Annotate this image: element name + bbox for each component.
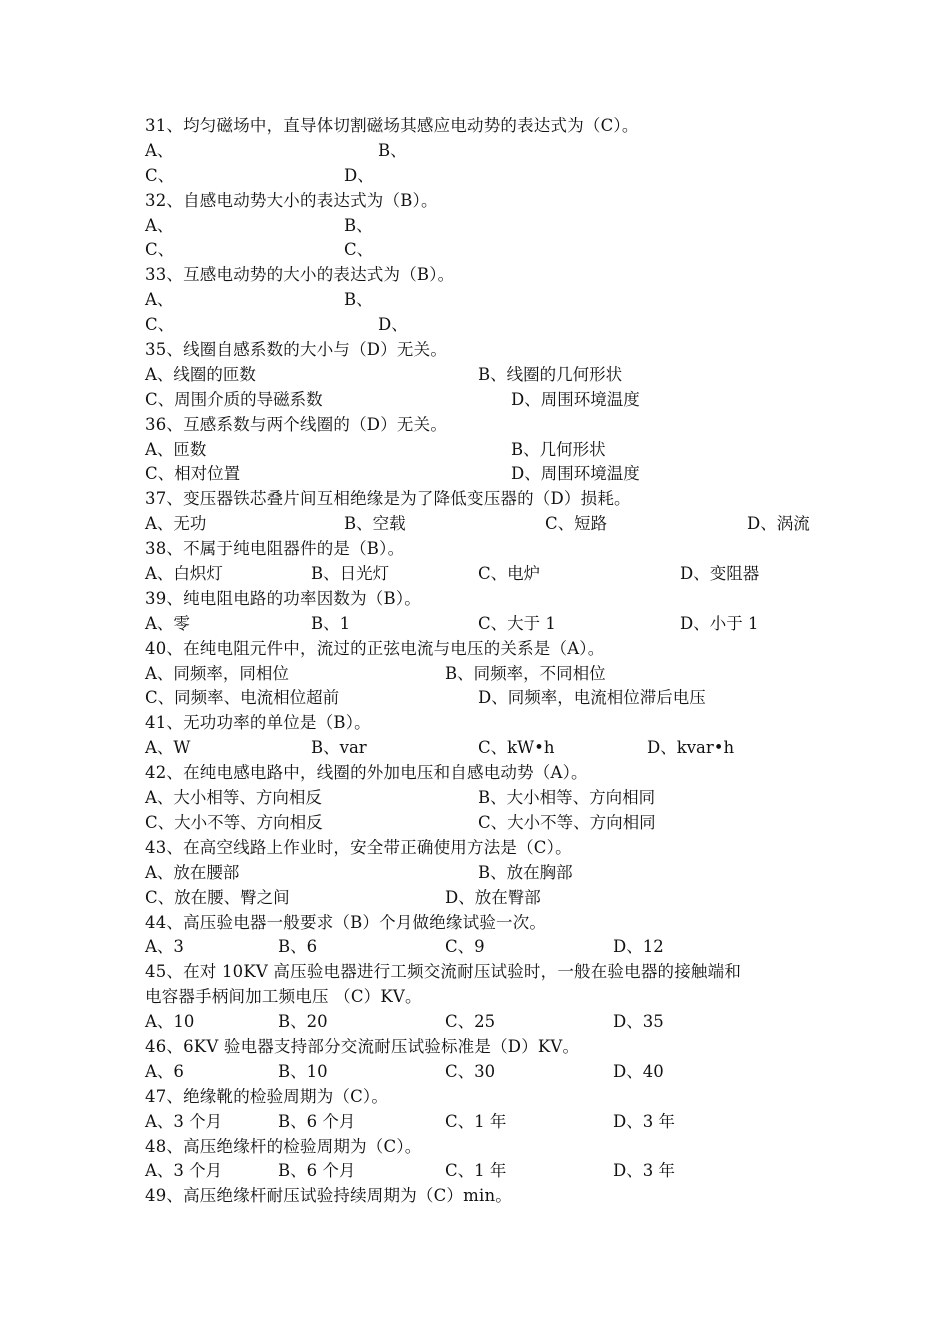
- option-text: B、6 个月: [278, 1161, 356, 1181]
- option-text: B、: [344, 290, 373, 310]
- option-text: D、变阻器: [680, 564, 760, 584]
- option-text: D、小于 1: [680, 613, 759, 633]
- option-text: C、1 年: [445, 1161, 507, 1181]
- options-row: [145, 512, 815, 537]
- option-text: C、大于 1: [478, 613, 556, 633]
- options-row: [145, 736, 815, 761]
- option-text: B、几何形状: [511, 439, 606, 459]
- option-text: A、白炽灯: [145, 564, 223, 584]
- option-text: B、20: [278, 1012, 328, 1032]
- option-text: C、短路: [545, 514, 608, 534]
- options-row: [145, 388, 815, 413]
- option-text: B、放在胸部: [478, 862, 573, 882]
- option-text: D、35: [613, 1012, 664, 1032]
- options-row: [145, 1060, 815, 1085]
- option-text: A、10: [145, 1012, 195, 1032]
- option-text: A、: [145, 140, 174, 160]
- option-text: B、线圈的几何形状: [478, 364, 623, 384]
- options-row: [145, 861, 815, 886]
- option-text: A、6: [145, 1061, 184, 1081]
- option-text: D、40: [613, 1061, 664, 1081]
- option-text: C、30: [445, 1061, 496, 1081]
- option-text: C、: [344, 240, 374, 260]
- option-text: D、周围环境温度: [511, 464, 640, 484]
- option-text: A、放在腰部: [145, 862, 240, 882]
- options-row: [145, 313, 815, 338]
- question-text: 33、互感电动势的大小的表达式为（B）。: [145, 265, 455, 285]
- options-row: [145, 1159, 815, 1184]
- option-text: A、: [145, 215, 174, 235]
- option-text: B、6: [278, 937, 318, 957]
- option-text: B、同频率，不同相位: [445, 663, 606, 683]
- option-text: A、W: [145, 738, 191, 758]
- option-text: B、1: [311, 613, 351, 633]
- option-text: A、3 个月: [145, 1161, 223, 1181]
- question-list: [145, 114, 815, 1209]
- option-text: C、周围介质的导磁系数: [145, 389, 323, 409]
- question-text: 40、在纯电阻元件中，流过的正弦电流与电压的关系是（A）。: [145, 638, 605, 658]
- option-text: D、3 年: [613, 1111, 675, 1131]
- option-text: C、9: [445, 937, 485, 957]
- options-row: [145, 562, 815, 587]
- question-text: 38、不属于纯电阻器件的是（B）。: [145, 539, 405, 559]
- option-text: A、匝数: [145, 439, 207, 459]
- option-text: C、kW•h: [478, 738, 555, 758]
- option-text: D、同频率，电流相位滞后电压: [478, 688, 706, 708]
- option-text: C、大小不等、方向相同: [478, 812, 656, 832]
- question-text: 32、自感电动势大小的表达式为（B）。: [145, 190, 438, 210]
- question-text: 电容器手柄间加工频电压 （C）KV。: [145, 987, 422, 1007]
- option-text: D、3 年: [613, 1161, 675, 1181]
- question-text: 48、高压绝缘杆的检验周期为（C）。: [145, 1136, 422, 1156]
- option-text: A、无功: [145, 514, 207, 534]
- option-text: C、25: [445, 1012, 496, 1032]
- option-text: D、12: [613, 937, 664, 957]
- question-text: 35、线圈自感系数的大小与（D）无关。: [145, 340, 448, 360]
- options-row: [145, 1110, 815, 1135]
- options-row: [145, 438, 815, 463]
- option-text: D、涡流: [747, 514, 810, 534]
- option-text: A、同频率，同相位: [145, 663, 289, 683]
- option-text: A、零: [145, 613, 190, 633]
- question-text: 42、在纯电感电路中，线圈的外加电压和自感电动势（A）。: [145, 763, 588, 783]
- options-row: [145, 238, 815, 263]
- option-text: D、kvar•h: [647, 738, 735, 758]
- question-text: 44、高压验电器一般要求（B）个月做绝缘试验一次。: [145, 912, 547, 932]
- option-text: B、var: [311, 738, 367, 758]
- option-text: C、电炉: [478, 564, 541, 584]
- option-text: C、1 年: [445, 1111, 507, 1131]
- question-text: 37、变压器铁芯叠片间互相绝缘是为了降低变压器的（D）损耗。: [145, 489, 631, 509]
- options-row: [145, 935, 815, 960]
- option-text: B、空载: [344, 514, 406, 534]
- question-text: 47、绝缘靴的检验周期为（C）。: [145, 1086, 389, 1106]
- options-row: [145, 139, 815, 164]
- option-text: B、: [344, 215, 373, 235]
- option-text: C、同频率、电流相位超前: [145, 688, 340, 708]
- options-row: [145, 686, 815, 711]
- option-text: C、: [145, 240, 175, 260]
- options-row: [145, 363, 815, 388]
- option-text: B、6 个月: [278, 1111, 356, 1131]
- question-text: 41、无功功率的单位是（B）。: [145, 713, 371, 733]
- option-text: D、放在臀部: [445, 887, 541, 907]
- options-row: [145, 214, 815, 239]
- question-text: 43、在高空线路上作业时，安全带正确使用方法是（C）。: [145, 837, 572, 857]
- options-row: [145, 811, 815, 836]
- options-row: [145, 886, 815, 911]
- option-text: D、: [344, 165, 374, 185]
- question-text: 45、在对 10KV 高压验电器进行工频交流耐压试验时，一般在验电器的接触端和: [145, 962, 742, 982]
- option-text: A、3: [145, 937, 184, 957]
- option-text: C、大小不等、方向相反: [145, 812, 323, 832]
- option-text: B、: [378, 140, 407, 160]
- option-text: C、: [145, 315, 175, 335]
- option-text: A、大小相等、方向相反: [145, 788, 322, 808]
- question-text: 31、均匀磁场中，直导体切割磁场其感应电动势的表达式为（C）。: [145, 116, 639, 135]
- options-row: [145, 288, 815, 313]
- option-text: B、日光灯: [311, 564, 390, 584]
- question-text: 36、互感系数与两个线圈的（D）无关。: [145, 414, 448, 434]
- options-row: [145, 612, 815, 637]
- option-text: C、相对位置: [145, 464, 241, 484]
- options-row: [145, 662, 815, 687]
- option-text: A、线圈的匝数: [145, 364, 256, 384]
- options-row: [145, 462, 815, 487]
- option-text: C、: [145, 165, 175, 185]
- question-text: 39、纯电阻电路的功率因数为（B）。: [145, 588, 421, 608]
- option-text: B、大小相等、方向相同: [478, 788, 656, 808]
- option-text: D、周围环境温度: [511, 389, 640, 409]
- option-text: A、3 个月: [145, 1111, 223, 1131]
- question-text: 49、高压绝缘杆耐压试验持续周期为（C）min。: [145, 1186, 512, 1206]
- option-text: A、: [145, 290, 174, 310]
- options-row: [145, 1010, 815, 1035]
- option-text: C、放在腰、臀之间: [145, 887, 290, 907]
- options-row: [145, 786, 815, 811]
- question-text: 46、6KV 验电器支持部分交流耐压试验标准是（D）KV。: [145, 1036, 580, 1056]
- option-text: B、10: [278, 1061, 328, 1081]
- options-row: [145, 164, 815, 189]
- option-text: D、: [378, 315, 408, 335]
